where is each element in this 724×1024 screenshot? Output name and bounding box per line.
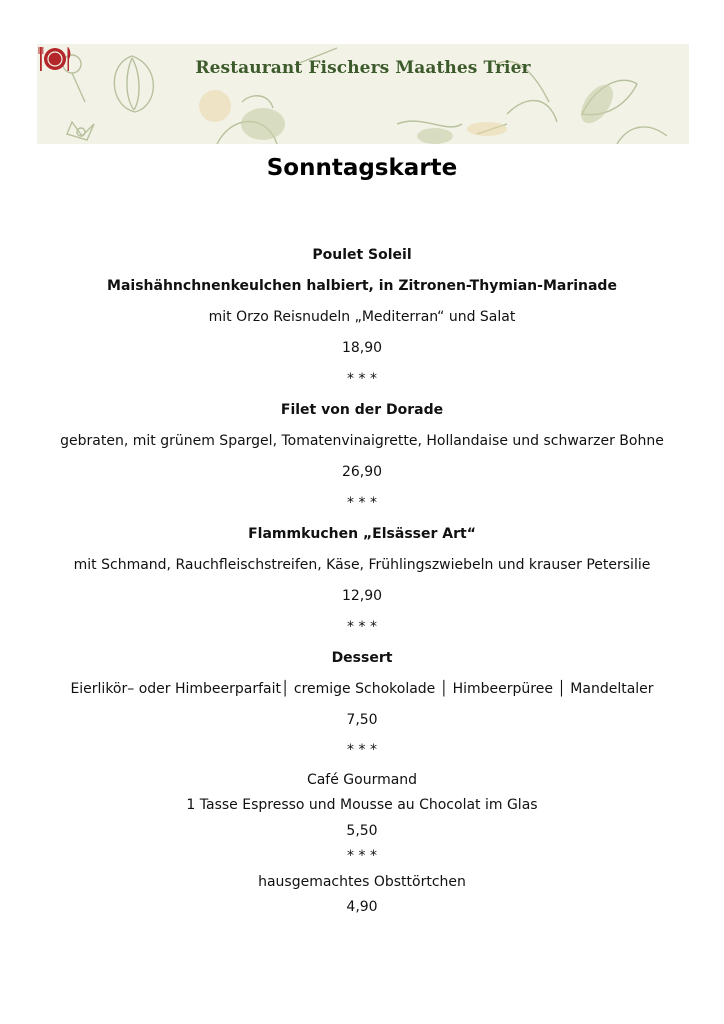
separator: * * * xyxy=(347,742,377,758)
dish-subtitle: Maishähnchnenkeulchen halbiert, in Zitronen-Thymian-Marinade xyxy=(107,278,617,294)
dish-description: 1 Tasse Espresso und Mousse au Chocolat im Glas xyxy=(186,797,538,813)
dish-name: Café Gourmand xyxy=(306,772,418,788)
dish-description: mit Orzo Reisnudeln „Mediterran“ und Salat xyxy=(208,309,516,325)
dish-price: 12,90 xyxy=(341,588,383,604)
dish-name: Flammkuchen „Elsässer Art“ xyxy=(248,526,476,542)
dish-price: 26,90 xyxy=(341,464,383,480)
dish-price: 5,50 xyxy=(346,823,378,839)
dish-name: hausgemachtes Obsttörtchen xyxy=(258,874,466,890)
dish-price: 7,50 xyxy=(346,712,378,728)
dish-price: 18,90 xyxy=(341,340,383,356)
separator: * * * xyxy=(347,495,377,511)
dish-description: mit Schmand, Rauchfleischstreifen, Käse, Frühlingszwiebeln und krauser Petersilie xyxy=(73,557,651,573)
dish-name: Filet von der Dorade xyxy=(280,402,444,418)
restaurant-name: Restaurant Fischers Maathes Trier xyxy=(195,58,531,78)
separator: * * * xyxy=(347,848,377,864)
page-title: Sonntagskarte xyxy=(266,155,458,181)
dish-name: Poulet Soleil xyxy=(312,247,412,263)
separator: * * * xyxy=(347,371,377,387)
dish-description: Eierlikör– oder Himbeerparfait│ cremige Schokolade │ Himbeerpüree │ Mandeltaler xyxy=(70,681,654,697)
separator: * * * xyxy=(347,619,377,635)
dish-name: Dessert xyxy=(331,650,393,666)
header-banner xyxy=(37,44,689,144)
dish-description: gebraten, mit grünem Spargel, Tomatenvinaigrette, Hollandaise und schwarzer Bohne xyxy=(60,433,664,449)
plate-fork-knife-icon xyxy=(37,44,73,74)
dish-price: 4,90 xyxy=(346,899,378,915)
